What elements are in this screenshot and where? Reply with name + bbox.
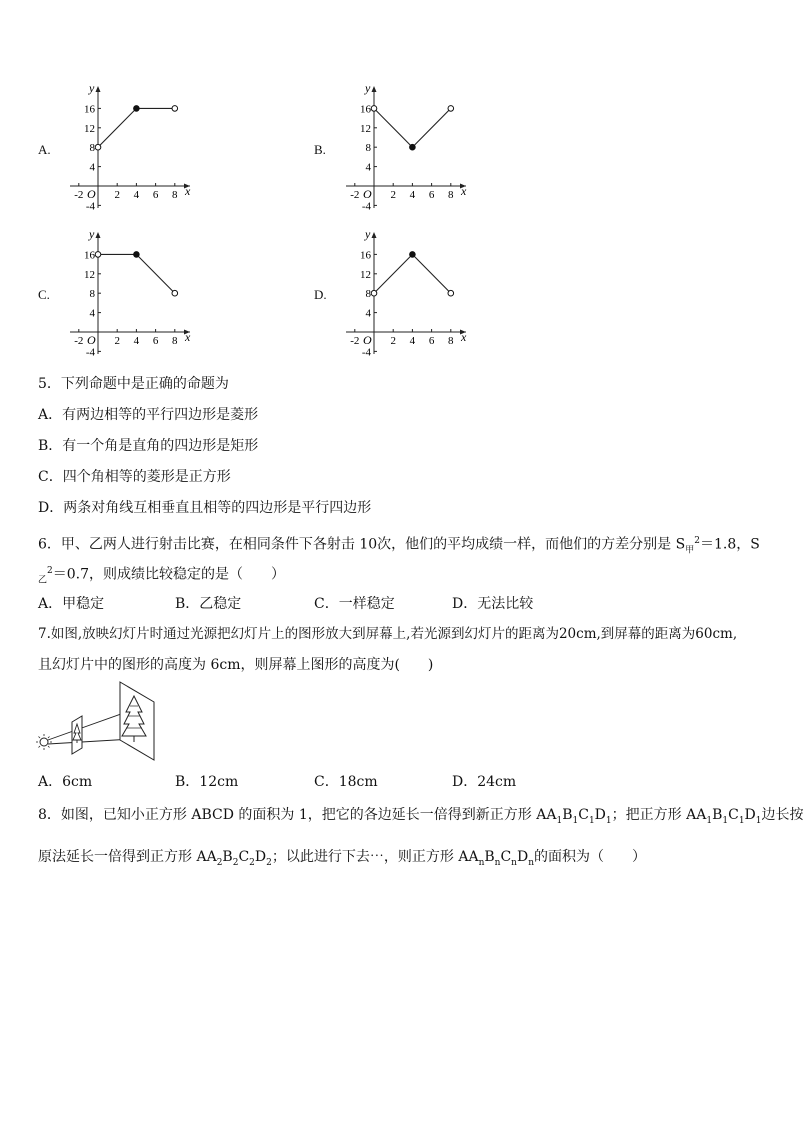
closed-point xyxy=(134,106,140,112)
x-tick-label: 2 xyxy=(390,189,396,201)
vertex-letter: A xyxy=(696,807,707,823)
y-tick-label: 4 xyxy=(89,161,95,174)
vertex-index: 2 xyxy=(266,857,272,868)
vertex-letter: A xyxy=(468,849,479,865)
vertex-index: 1 xyxy=(556,815,563,826)
x-tick-label: 4 xyxy=(133,189,140,201)
y-tick-label: 8 xyxy=(365,288,371,301)
x-tick-label: 4 xyxy=(409,189,416,201)
option-c-graph xyxy=(66,228,196,358)
option-b-label: B. xyxy=(314,142,326,157)
x-axis-label: x xyxy=(185,330,191,344)
y-axis-label: y xyxy=(365,81,371,95)
origin-label: O xyxy=(87,187,96,201)
x-tick-label: 8 xyxy=(172,335,178,347)
x-tick-label: 6 xyxy=(152,189,159,201)
y-tick-label: -4 xyxy=(85,200,95,213)
q7-option-c: C．18cm xyxy=(314,774,378,790)
closed-point xyxy=(410,144,416,150)
q6-text-a: 6．甲、乙两人进行射击比赛，在相同条件下各射击 10次，他们的平均成绩一样，而他们的方差分别是 S xyxy=(38,536,686,553)
vertex-index: 1 xyxy=(755,815,762,826)
y-tick-label: -4 xyxy=(361,346,371,359)
square-a2b2c2d2 xyxy=(206,849,272,868)
q8-text-e: ；以此进行下去⋯，则正方形 A xyxy=(271,849,469,865)
graph-line xyxy=(374,108,451,147)
slide-shape xyxy=(72,716,82,754)
q7-option-d: D．24cm xyxy=(452,774,517,790)
y-arrow-icon xyxy=(372,232,377,238)
q8-text-d: 原法延长一倍得到正方形 A xyxy=(38,849,207,865)
y-tick-label: 12 xyxy=(360,122,371,135)
q5-option-b: B．有一个角是直角的四边形是矩形 xyxy=(38,438,259,454)
y-tick-label: 16 xyxy=(84,103,95,116)
vertex-letter: A xyxy=(546,807,557,823)
option-a-graph xyxy=(66,82,196,212)
x-tick-label: 6 xyxy=(428,189,435,201)
vertex-index: n xyxy=(528,857,534,868)
q6-sub-jia: 甲 xyxy=(685,545,695,556)
y-tick-label: 12 xyxy=(84,268,95,281)
vertex-letter: A xyxy=(206,849,217,865)
vertex-letter: C xyxy=(578,807,589,823)
vertex-index: 1 xyxy=(738,815,745,826)
vertex-letter: C xyxy=(728,807,739,823)
x-tick-label: 6 xyxy=(152,335,159,347)
x-tick-label: -2 xyxy=(350,189,360,201)
vertex-letter: D xyxy=(516,849,529,865)
x-tick-label: 4 xyxy=(133,335,140,347)
graph-line xyxy=(98,254,175,293)
open-point xyxy=(172,290,178,296)
vertex-letter: B xyxy=(562,807,573,823)
graph-line xyxy=(98,108,175,147)
x-axis-label: x xyxy=(461,330,467,344)
q6-line1 xyxy=(38,532,760,559)
x-tick-label: 8 xyxy=(448,335,454,347)
x-tick-label: -2 xyxy=(350,335,360,347)
light-source-icon xyxy=(36,734,52,750)
vertex-letter: B xyxy=(712,807,723,823)
x-tick-label: 2 xyxy=(114,335,120,347)
option-b-graph xyxy=(342,82,472,212)
option-d-label: D. xyxy=(314,287,327,302)
option-c-label: C. xyxy=(38,287,50,302)
y-axis-label: y xyxy=(89,227,95,241)
x-tick-label: 4 xyxy=(409,335,416,347)
y-tick-label: 12 xyxy=(360,268,371,281)
option-d-graph xyxy=(342,228,472,358)
y-tick-label: 12 xyxy=(84,122,95,135)
y-arrow-icon xyxy=(372,86,377,92)
x-tick-label: 8 xyxy=(448,189,454,201)
y-tick-label: 16 xyxy=(360,103,371,116)
vertex-index: 1 xyxy=(605,815,612,826)
x-axis-label: x xyxy=(185,184,191,198)
y-tick-label: 4 xyxy=(365,307,371,320)
y-arrow-icon xyxy=(96,232,101,238)
q8-line2 xyxy=(38,848,646,872)
y-tick-label: 16 xyxy=(360,249,371,262)
y-tick-label: 16 xyxy=(84,249,95,262)
q6-text-b: ＝1.8，S xyxy=(699,536,760,553)
square-a1b1c1d1 xyxy=(546,807,612,826)
vertex-index: 1 xyxy=(706,815,713,826)
vertex-letter: B xyxy=(484,849,495,865)
open-point xyxy=(371,106,377,112)
vertex-index: n xyxy=(511,857,517,868)
vertex-letter: D xyxy=(254,849,267,865)
origin-label: O xyxy=(363,187,372,201)
q6-option-a: A．甲稳定 xyxy=(38,596,105,612)
x-tick-label: -2 xyxy=(74,335,84,347)
vertex-index: n xyxy=(478,857,485,868)
q6-sub-yi: 乙 xyxy=(38,575,48,586)
x-tick-label: 2 xyxy=(390,335,396,347)
closed-point xyxy=(410,252,416,258)
vertex-letter: D xyxy=(744,807,756,823)
vertex-letter: C xyxy=(238,849,250,865)
y-tick-label: 8 xyxy=(89,142,95,155)
q6-option-b: B．乙稳定 xyxy=(175,596,242,612)
y-axis-label: y xyxy=(365,227,371,241)
y-axis-label: y xyxy=(89,81,95,95)
vertex-index: 1 xyxy=(722,815,729,826)
y-tick-label: 8 xyxy=(365,142,371,155)
q8-line1 xyxy=(38,806,804,830)
square-a1b1c1d1-2 xyxy=(696,807,762,826)
open-point xyxy=(95,252,101,258)
vertex-index: 2 xyxy=(216,857,223,868)
graph-line xyxy=(374,254,451,293)
y-tick-label: -4 xyxy=(361,200,371,213)
open-point xyxy=(172,106,178,112)
projector-diagram xyxy=(34,678,164,762)
closed-point xyxy=(134,252,140,258)
vertex-index: n xyxy=(494,857,501,868)
origin-label: O xyxy=(363,333,372,347)
q6-text-c: ＝0.7，则成绩比较稳定的是（ ） xyxy=(52,566,286,583)
q6-option-c: C．一样稳定 xyxy=(314,596,395,612)
vertex-index: 2 xyxy=(249,857,255,868)
q6-sup-2: 2 xyxy=(47,566,53,576)
vertex-letter: B xyxy=(222,849,233,865)
x-tick-label: 6 xyxy=(428,335,435,347)
y-tick-label: 8 xyxy=(89,288,95,301)
q7-line1: 7.如图,放映幻灯片时通过光源把幻灯片上的图形放大到屏幕上,若光源到幻灯片的距离为20cm,到屏幕的距离为60cm, xyxy=(38,626,738,642)
q7-option-a: A．6cm xyxy=(38,774,93,790)
y-arrow-icon xyxy=(96,86,101,92)
q5-option-a: A．有两边相等的平行四边形是菱形 xyxy=(38,407,259,423)
open-point xyxy=(448,106,454,112)
open-point xyxy=(95,144,101,150)
q8-text-f: 的面积为（ ） xyxy=(534,849,646,865)
q8-text-c: 边长按 xyxy=(761,807,804,823)
q5-option-d: D．两条对角线互相垂直且相等的四边形是平行四边形 xyxy=(38,500,372,516)
y-tick-label: 4 xyxy=(89,307,95,320)
open-point xyxy=(371,290,377,296)
vertex-index: 2 xyxy=(232,857,239,868)
vertex-index: 1 xyxy=(572,815,579,826)
q7-line2: 且幻灯片中的图形的高度为 6cm，则屏幕上图形的高度为( ) xyxy=(38,657,434,673)
origin-label: O xyxy=(87,333,96,347)
x-axis-label: x xyxy=(461,184,467,198)
q8-text-a: 8．如图，已知小正方形 ABCD 的面积为 1，把它的各边延长一倍得到新正方形 A xyxy=(38,807,547,823)
y-tick-label: -4 xyxy=(85,346,95,359)
q5-option-c: C．四个角相等的菱形是正方形 xyxy=(38,469,231,485)
q6-sup-1: 2 xyxy=(694,536,700,546)
x-tick-label: 8 xyxy=(172,189,178,201)
q5-stem: 5．下列命题中是正确的命题为 xyxy=(38,376,229,392)
option-a-label: A. xyxy=(38,142,51,157)
q8-text-b: ；把正方形 A xyxy=(611,807,697,823)
x-tick-label: -2 xyxy=(74,189,84,201)
q6-line2 xyxy=(38,562,285,589)
open-point xyxy=(448,290,454,296)
q6-option-d: D．无法比较 xyxy=(452,596,534,612)
vertex-letter: D xyxy=(594,807,606,823)
y-tick-label: 4 xyxy=(365,161,371,174)
x-tick-label: 2 xyxy=(114,189,120,201)
square-anbncndn xyxy=(468,849,534,868)
q7-option-b: B．12cm xyxy=(175,774,239,790)
vertex-index: 1 xyxy=(588,815,595,826)
vertex-letter: C xyxy=(500,849,512,865)
